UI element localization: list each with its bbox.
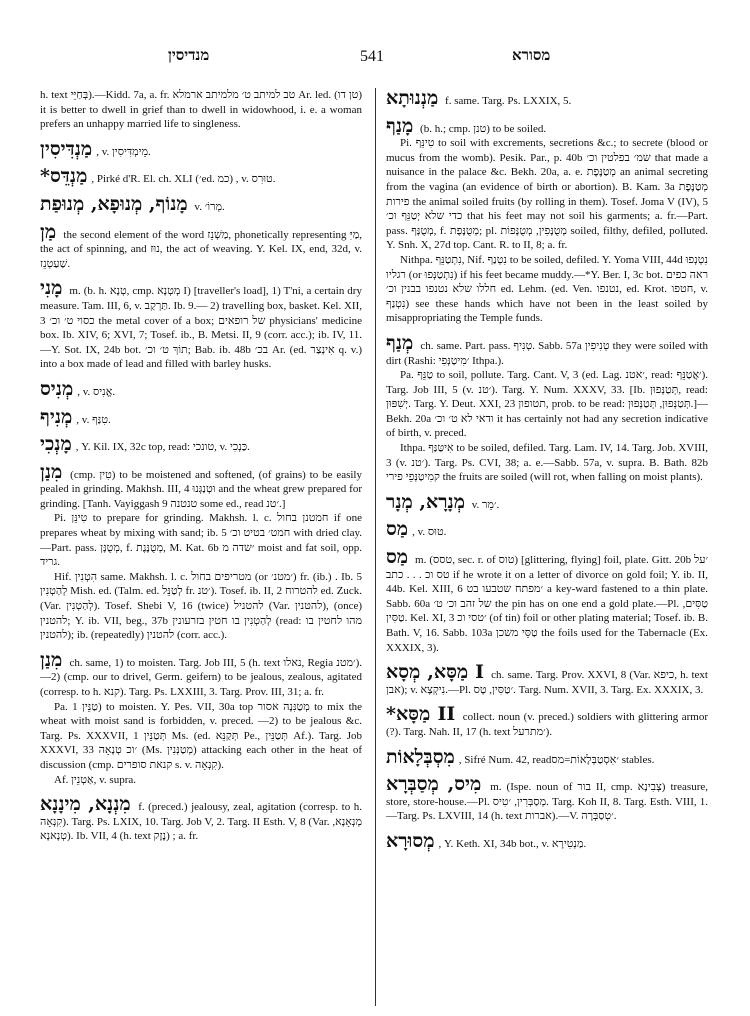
entry-headword: מְסוּרָא — [386, 829, 435, 852]
entry-text: , v. מֵימְדִּיסִין. — [96, 145, 151, 158]
entry-headword: מַן — [40, 220, 57, 243]
dictionary-entry — [386, 333, 708, 485]
entry-headword: מִנַן — [40, 460, 63, 483]
dictionary-entry — [40, 222, 362, 272]
page-number: 541 — [360, 48, 384, 65]
right-column — [386, 88, 708, 1003]
entry-headword: מַס — [386, 546, 409, 569]
entry-text: , v. טוּס. — [412, 526, 447, 539]
dictionary-entry — [40, 139, 362, 160]
dictionary-entry — [386, 704, 708, 739]
dictionary-entry — [386, 662, 708, 697]
dictionary-entry — [40, 166, 362, 187]
entry-headword: מְנַף — [386, 331, 414, 354]
entry-subsection: Pi. טִינֵּף to soil with excrements, secretions &c.; to secrete (blood or mucus from the womb). Pesik. Par., p. 40b שמ׳ בפלטין וכ׳ that made a nuisance in the palace &c. Bekh. 20a, a. e. מְטַנֶּפֶת an animal secreting from the vagina (an evidence of birth or abortion). B. Kam. 3a מְטַנֶּפֶת פירות the animal soiled fruits (by rolling in them). Tosef. Joma V (IV), 5 כדי שלא יְטַנֵּף וכ׳ that his feet may not soil his garments; a. fr.—Part. pass. מְטֻנָּף, f. מְטֻנֶּפֶת; pl. מְטֻנָּפִין, מְטֻנָּפוֹת soiled, filthy, defiled, polluted. Y. Snh. X, 27d top. Cant. R. to II, 8; a. fr. — [386, 137, 708, 252]
entry-text: f. (preced.) jealousy, zeal, agitation (corresp. to h. קִנְאָה). Targ. Ps. LXIX, 10. Targ. Job V, 2. Targ. II Esth. V, 8 (Var. מְנְאָנָא, טְנָאנָא). Ib. VII, 4 (h. text נֶזֶק) ; a. fr. — [40, 801, 362, 843]
dictionary-entry — [386, 831, 708, 852]
dictionary-entry — [40, 434, 362, 455]
entry-headword: מָנַף — [386, 114, 414, 137]
dictionary-entry — [386, 747, 708, 768]
entry-headword: מַסָּא, מְסָא I — [386, 661, 485, 684]
entry-subsection: Pa. טַנֵּף to soil, pollute. Targ. Cant. V, 3 (ed. Lag. ׳אטנ, read: ׳אֲטַנֵּף). Targ. Job III, 5 (v. ׳טנ). Targ. Y. Num. XXXV, 33. [Ib. תְּטַנְּפוּן, read: יְשִׁפּוּן. Targ. Y. Deut. XXI, 23 תטופון, prob. to be read: תְּטַנְּפוּן, תְּטַנְּפוּן.]—Bekh. 20a ודאי לא ט׳ וכ׳ it has certainly not had any secretion indicative of birth, v. preced. — [386, 369, 708, 440]
entry-text: m. (Ispe. noun of בור II, cmp. צְבִינָא) treasure, store, store-house.—Pl. מְסַבְּרִין, ׳טִיס. Targ. Koh II, 8. Targ. Esth. VIII, 1.—Targ. Ps. LXVIII, 14 (h. text אברות).—V. ׳טְסַבְּרָה. — [386, 781, 708, 823]
entry-text: collect. noun (v. preced.) soldiers with glittering armor (?). Targ. Nah. II, 17 (h. text ׳מתרעל). — [386, 711, 708, 738]
entry-headword: *מַסָּא II — [386, 703, 456, 726]
entry-text: , Sifré Num. 42, read׳אִסְטַבְּלָאוֹת=מס stables. — [458, 753, 655, 766]
entry-text: ch. same, 1) to moisten. Targ. Job III, 5 (h. text נאלו, Regia ׳מטנ).—2) (cmp. our to drivel, Germ. geifern) to be jealous, zealous, agitated (corresp. to h. קנא). Targ. Ps. LXXIII, 3. Targ. Prov. III, 31; a. fr. — [40, 656, 362, 698]
entry-text: , v. אֱנִיס. — [77, 385, 116, 398]
entry-text: , Y. Kil. IX, 32c top, read: טונכי, v. כַּנְכִי. — [75, 441, 250, 454]
entry-text: ch. same. Part. pass. טְנִיף. Sabb. 57a טְנִיפִין they were soiled with dirt (Rashi: ׳מִיטַנְּפִי Ithpa.). — [386, 339, 708, 367]
dictionary-entry — [386, 774, 708, 824]
entry-headword: מְנִיף — [40, 405, 73, 428]
dictionary-entry — [40, 88, 362, 132]
dictionary-entry — [40, 794, 362, 844]
entry-subsection: Pa. טַנֵּין 1) to moisten. Y. Pes. VII, 30a top מְטַנִּנָה אסור to mix the wheat with moist sand is forbidden, v. preced. —2) to be jealous &c. Targ. Ps. XXXVII, 1 תְּטַנֵּין Ms. (ed. תְּקַנֵּא Pe., תְּטַנֵּין Af.). Targ. Job XXXVI, 33 ׳וכ טְנָאָה (Ms. מְטַנְּנִין) attacking each other in the heat of discussion (cmp. קנאת סופרים s. v. קִנְאָה). — [40, 700, 362, 771]
entry-subsection: Pi. טִינֵּן to prepare for grinding. Makhsh. l. c. חמטנן בחול if one prepares wheat by mixing with sand; ib. 5 חמט׳ בטיט וכ׳ with dried clay.—Part. pass. מְטֻנָּן, f. מְטֻנֶּנֶת, M. Kat. 6b ׳שדה מ moist and fat soil, opp. גריד. — [40, 512, 362, 569]
entry-text: , Pirké d'R. El. ch. XLI (׳ed. כמ) , v. טוּרִס. — [91, 173, 276, 186]
dictionary-entry — [386, 519, 708, 540]
entry-text: (b. h.; cmp. טנן) to be soiled. — [417, 122, 547, 135]
entry-text: v. מְרוֹ׳. — [191, 200, 225, 213]
entry-text: m. (טסס, sec. r. of טוס) [glittering, flying] foil, plate. Gitt. 20b ׳על טס וכ . . . כתב if he wrote it on a letter of divorce on gold foil; Y. ib. II, 44b. Kel. XIII, 6 ׳מפתח שטבעו בט a key-ward fastened to a thin plate. Sabb. 60a של זהב וכ׳ ט׳ the pin has on one end a gold plate.—Pl. טַסִּים, טַסִּין. Kel. XI, 3 ׳טסי וכ (of tin) foil or other plating material; Tosef. ib. B. Bath. V, 16. Sabb. 103a טַסֵּי משכן the foils used for the Tabernacle (Ex. XXXIX, 3). — [386, 554, 708, 654]
entry-headword: מְנִיס — [40, 377, 74, 400]
column-divider — [375, 88, 376, 1006]
dictionary-entry — [40, 194, 362, 215]
dictionary-entry — [40, 650, 362, 787]
entry-text: , v. טִנַּף. — [76, 413, 111, 426]
entry-headword: מַנְדִּיסִין — [40, 137, 93, 160]
dictionary-entry — [40, 379, 362, 400]
entry-text: (cmp. טִין) to be moistened and softened, (of grains) to be easily pealed in grinding. Makhsh. III, 4 וּטְנַגְּנוּ and the wheat grew prepared for grinding. [Tanh. Vayiggash 9 טנטנה some ed., read ׳טנ.] — [40, 468, 362, 510]
left-column — [40, 88, 362, 1003]
running-head-right: מסורא — [512, 48, 551, 64]
dictionary-entry — [386, 116, 708, 326]
entry-text: , Y. Keth. XI, 34b bot., v. מַנְטִירָא. — [438, 837, 587, 850]
entry-text: the second element of the word מַשְׁנֵז, phonetically representing מַיִּ, the act of spinning, and נוּז, the act of weaving. Y. Kel. IX, end, 32d, v. שַׁעַטְנֵז. — [40, 228, 362, 270]
entry-headword: מִסְבְּלָאוֹת — [386, 745, 455, 768]
entry-text: m. (b. h. טְנָא, cmp. מְטְנָא I) [traveller's load], 1) T'ni, a certain dry measure. Tam. III, 6, v. תַּרְקַב. Ib. 9.— 2) travelling box, basket. Kel. XII, 3 כסוי ט׳ וכ׳ the metal cover of a box; של רופאים physicians' medicine box. Ib. XIV, 6; XVI, 7; Tosef. ib., B. Metsi. II, 9 (corr. acc.); ib. IV, 11.—Y. Sot. IX, 24b bot. תוֹךְ ט׳ וכ׳; Bab. ib. 48b בכ׳ Ar. (ed. אִינְצַר q. v.) into a box made of lead and filled with barley husks. — [40, 285, 362, 371]
entry-headword: מִיס, מְסַבְּרָא — [386, 773, 482, 796]
entry-text: h. text בְּחַיֵּי).—Kidd. 7a, a. fr. טב למיתב ט׳ מלמיתב ארמלא Ar. led. (טן דו) it is better to dwell in grief than to dwell in widowhood, i. e. a woman prefers an unhappy married life to singleness. — [40, 89, 362, 131]
running-head-left: מנדיסין — [168, 48, 210, 64]
entry-headword: מִנַן — [40, 648, 63, 671]
entry-headword: מְנָרָא, מְנָר — [386, 490, 465, 513]
dictionary-entry — [386, 88, 708, 109]
dictionary-entry — [40, 407, 362, 428]
entry-headword: מַס — [386, 518, 409, 541]
entry-subsection: Ithpa. אִיטַּנַּף to be soiled, defiled. Targ. Lam. IV, 14. Targ. Job. XVIII, 3 (v. ׳טנ). Targ. Ps. CVI, 38; a. e.—Sabb. 57a, v. supra. B. Bath. 82b קמִיטַנְּפֵי פירי the fruits are soiled (will rot, when falling on moist plants). — [386, 442, 708, 484]
entry-headword: מַנְנוּתָא — [386, 88, 439, 109]
entry-headword: מָנְכִי — [40, 433, 72, 456]
dictionary-entry — [386, 492, 708, 513]
entry-text: f. same. Targ. Ps. LXXIX, 5. — [442, 95, 572, 107]
entry-headword: מִנְנָא, מִינָנָא — [40, 793, 131, 816]
entry-subsection: Hif. הִטְנִין same. Makhsh. l. c. מטריפים בחול (or ׳מטנ׳) fr. (ib.) . Ib. 5 לְהַטְנִין Mish. ed. (Talm. ed. לְטַנֵּל fr. ׳טנ). Tosef. ib. II, 2 להטרוח ed. Zuck. (Var. לְהַטְנִין). Tosef. Shebi V, 16 (twice) להטניל (Var. להטנין), (once) להטנין; Y. ib. VII, beg., 37b לְהַטְנִין בו חטין בזרעונין (read: מהו לחטין בו להטנין); ib. (repeatedly) להטנין (corr. acc.). — [40, 570, 362, 642]
dictionary-entry — [40, 278, 362, 372]
entry-headword: *מַנְדֵּס — [40, 165, 88, 188]
entry-subsection: Af. אַטְנֵין, v. supra. — [54, 773, 136, 786]
dictionary-entry — [40, 462, 362, 643]
dictionary-entry — [386, 547, 708, 655]
entry-text: v. ׳מֵר. — [468, 498, 500, 511]
entry-text: ch. same. Targ. Prov. XXVI, 8 (Var. כיפא, h. text אבן); v. נִיקְצָא.—Pl. ׳טַסִּין, טָס. Targ. Num. XVII, 3. Targ. Ex. XXXIX, 3. — [386, 669, 708, 696]
entry-subsection: Nithpa. נִתְטַנֵּף, Nif. נִטְנַף to be soiled, defiled. Y. Yoma VIII, 44d נִטְנְפוּ רגליו (or נִתְטַנְּפוּ) if his feet became muddy.—*Y. Ber. I, 3c bot. ראה כפים חללו שלא נטנפו בבנין וכ׳ ed. Lehm. (ed. Ven. נטנפו, ed. Krot. חטפו, v. נִטְנַף) see these hands which have not been in the least soiled by misappropriating the Temple funds. — [386, 253, 708, 325]
entry-headword: מָנוֹף, מְנוּפָא, מְנוּפַת — [40, 192, 188, 215]
entry-headword: מָנִי — [40, 277, 63, 300]
